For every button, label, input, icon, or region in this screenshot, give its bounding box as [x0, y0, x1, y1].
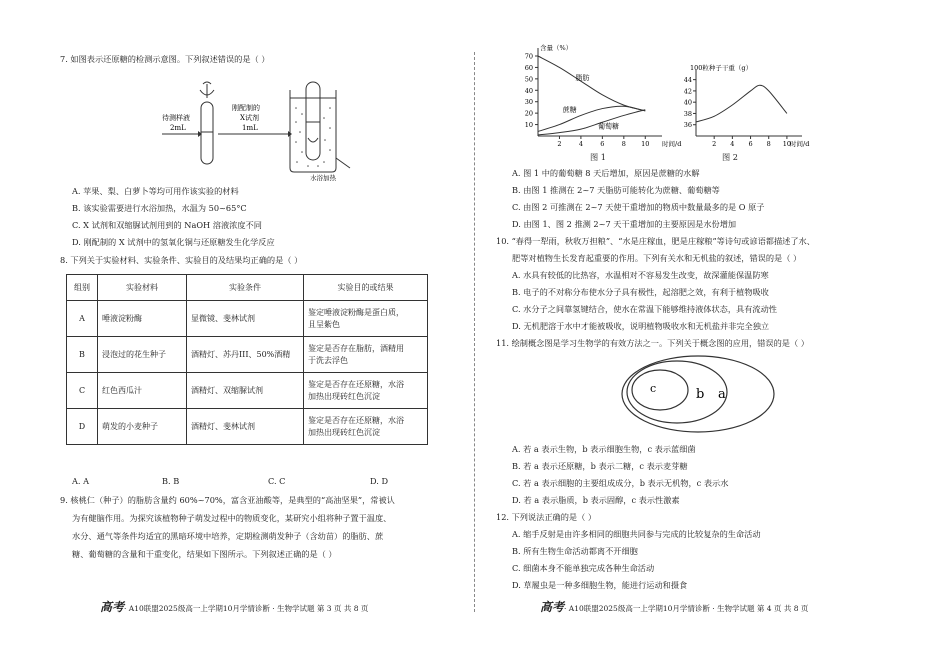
q11-option-c: C. 若 a 表示细胞的主要组成成分，b 表示无机物，c 表示水	[512, 478, 729, 488]
glucose-label: 葡萄糖	[598, 122, 620, 131]
footer-left	[100, 598, 368, 615]
y-tick-label: 44	[683, 76, 692, 85]
table-header: 组别	[67, 275, 98, 301]
q11-option-a: A. 若 a 表示生物，b 表示细胞生物，c 表示蓝细菌	[512, 444, 696, 454]
q9-option-c: C. 由图 2 可推测在 2~7 天使干重增加的物质中数量最多的是 O 原子	[512, 202, 765, 212]
q9-line-1: 9. 核桃仁（种子）的脂肪含量约 60%~70%，富含亚油酸等，是典型的“高油坚果”，常被认	[60, 495, 395, 505]
q7-option-b: B. 该实验需要进行水浴加热，水温为 50~65°C	[72, 203, 247, 213]
x-axis-label: 时间/d	[790, 140, 810, 148]
q8-answer-d: D. D	[370, 476, 389, 486]
page-divider	[474, 52, 475, 612]
fig-reagent-2: X试剂	[240, 114, 259, 122]
table-header: 实验目的或结果	[304, 275, 428, 301]
q8-answer-b: B. B	[162, 476, 180, 486]
footer-right-text: · A10联盟2025级高一上学期10月学情诊断 · 生物学试题 第 4 页 共 8 页	[564, 604, 809, 613]
fig-bath-label: 水浴加热	[310, 174, 336, 182]
brand-logo: 高考	[540, 600, 565, 614]
footer-right	[540, 598, 808, 615]
y-tick-label: 30	[524, 98, 533, 107]
q7-stem: 7. 如图表示还原糖的检测示意图。下列叙述错误的是（ ）	[60, 54, 270, 64]
fig-sample-label: 待测样液	[162, 114, 190, 122]
q10-option-a: A. 水具有较低的比热容，水温相对不容易发生改变，故深灌能保温防寒	[512, 270, 769, 280]
y-tick-label: 10	[524, 121, 533, 130]
dry-weight-line	[696, 85, 787, 122]
table-cell: C	[67, 373, 98, 409]
x-tick-label: 10	[782, 140, 792, 148]
q9-option-a: A. 图 1 中的葡萄糖 8 天后增加，原因是蔗糖的水解	[512, 168, 700, 178]
q10-line-2: 肥等对植物生长发育起重要的作用。下列有关水和无机盐的叙述，错误的是（ ）	[512, 253, 802, 263]
y-tick-label: 20	[524, 109, 533, 118]
fig-reagent-3: 1mL	[242, 124, 258, 132]
q9-option-d: D. 由图 1、图 2 推测 2~7 天干重增加的主要原因是水份增加	[512, 219, 737, 229]
table-cell: 酒精灯、苏丹III、50%酒精	[187, 337, 304, 373]
table-cell: 唾液淀粉酶	[98, 301, 187, 337]
fig-sample-amount: 2mL	[170, 124, 186, 132]
q11-option-b: B. 若 a 表示还原糖，b 表示二糖，c 表示麦芽糖	[512, 461, 688, 471]
q11-option-d: D. 若 a 表示脂质，b 表示固醇，c 表示性激素	[512, 495, 680, 505]
table-row	[67, 301, 428, 337]
x-tick-label: 8	[621, 140, 626, 148]
sucrose-line	[538, 106, 645, 131]
sucrose-label: 蔗糖	[562, 106, 577, 114]
y-tick-label: 40	[524, 86, 533, 95]
q7-option-d: D. 刚配制的 X 试剂中的氢氧化铜与还原糖发生化学反应	[72, 237, 275, 247]
q11-label-b: b	[696, 387, 705, 402]
table-cell: 显微镜、斐林试剂	[187, 301, 304, 337]
brand-logo: 高考	[100, 600, 125, 614]
y-tick-label: 38	[683, 109, 692, 118]
table-cell: B	[67, 337, 98, 373]
q9-line-4: 糖、葡萄糖的含量和干重变化，结果如下图所示。下列叙述正确的是（ ）	[72, 549, 337, 559]
x-tick-label: 8	[766, 140, 771, 148]
q11-label-c: c	[650, 382, 657, 395]
q7-option-a: A. 苹果、梨、白萝卜等均可用作该实验的材料	[72, 186, 239, 196]
y-tick-label: 60	[524, 63, 533, 72]
x-axis-label: 时间/d	[662, 140, 682, 148]
q10-option-c: C. 水分子之间靠氢键结合，使水在常温下能够维持液体状态，具有流动性	[512, 304, 777, 314]
q12-option-c: C. 细菌本身不能单独完成各种生命活动	[512, 563, 655, 573]
table-cell: 鉴定是否存在脂肪，酒精用 于洗去浮色	[304, 337, 428, 373]
figure-2-chart	[680, 62, 810, 154]
fig-reagent-1: 刚配制的	[232, 104, 260, 112]
figure-1-caption: 图 1	[590, 152, 606, 162]
table-cell: D	[67, 409, 98, 445]
y-tick-label: 70	[524, 52, 533, 61]
table-cell: 浸泡过的花生种子	[98, 337, 187, 373]
q7-option-c: C. X 试剂和双缩脲试剂用到的 NaOH 溶液浓度不同	[72, 220, 262, 230]
q10-line-1: 10. “春得一犁雨，秋收万担粮”、“水是庄稼血，肥是庄稼粮”等诗句或谚语都描述了水、	[496, 236, 815, 246]
q12-option-a: A. 缩手反射是由许多相同的细胞共同参与完成的比较复杂的生命活动	[512, 529, 761, 539]
table-cell: 酒精灯、双缩脲试剂	[187, 373, 304, 409]
table-row	[67, 337, 428, 373]
figure-1-chart	[512, 42, 682, 162]
y-tick-label: 42	[683, 87, 692, 96]
x-tick-label: 4	[730, 140, 735, 148]
q7-figure	[160, 78, 380, 182]
table-header: 实验材料	[98, 275, 187, 301]
q9-line-2: 为有健脑作用。为探究该植物种子萌发过程中的物质变化，某研究小组将种子置于温度、	[72, 513, 392, 523]
x-tick-label: 4	[578, 140, 583, 148]
q8-stem: 8. 下列关于实验材料、实验条件、实验目的及结果均正确的是（ ）	[60, 255, 303, 265]
q11-concept-diagram	[620, 352, 780, 436]
y-tick-label: 36	[683, 121, 692, 130]
y-axis-label: 100粒种子干重（g）	[690, 64, 753, 72]
table-row	[67, 409, 428, 445]
q8-answer-c: C. C	[268, 476, 286, 486]
table-cell: 红色西瓜汁	[98, 373, 187, 409]
figure-2-caption: 图 2	[722, 152, 738, 162]
table-cell: 鉴定是否存在还原糖，水浴 加热出现砖红色沉淀	[304, 373, 428, 409]
table-header: 实验条件	[187, 275, 304, 301]
q8-table	[66, 274, 428, 445]
q10-option-b: B. 电子的不对称分布使水分子具有极性，起溶肥之效，有利于植物吸收	[512, 287, 769, 297]
table-row	[67, 373, 428, 409]
q11-label-a: a	[718, 387, 726, 402]
y-tick-label: 50	[524, 75, 533, 84]
footer-left-text: · A10联盟2025级高一上学期10月学情诊断 · 生物学试题 第 3 页 共 8 页	[124, 604, 369, 613]
q9-line-3: 水分、通气等条件均适宜的黑暗环境中培养，定期检测萌发种子（含幼苗）的脂肪、蔗	[72, 531, 384, 541]
fat-label: 脂肪	[575, 74, 590, 82]
y-tick-label: 40	[683, 98, 692, 107]
q9-option-b: B. 由图 1 推测在 2~7 天脂肪可能转化为蔗糖、葡萄糖等	[512, 185, 720, 195]
x-tick-label: 6	[748, 140, 753, 148]
q8-answer-a: A. A	[72, 476, 90, 486]
table-header-row	[67, 275, 428, 301]
table-cell: 鉴定唾液淀粉酶是蛋白质， 且呈紫色	[304, 301, 428, 337]
x-tick-label: 10	[641, 140, 650, 148]
table-cell: 鉴定是否存在还原糖，水浴 加热出现砖红色沉淀	[304, 409, 428, 445]
q10-option-d: D. 无机肥溶于水中才能被吸收，说明植物吸收水和无机盐并非完全独立	[512, 321, 770, 331]
y-axis-label: 含量（%）	[540, 44, 573, 52]
glucose-line	[538, 110, 645, 135]
table-cell: 酒精灯、斐林试剂	[187, 409, 304, 445]
table-cell: A	[67, 301, 98, 337]
fat-line	[538, 56, 645, 111]
x-tick-label: 2	[712, 140, 717, 148]
q11-stem: 11. 绘制概念图是学习生物学的有效方法之一。下列关于概念图的应用，错误的是（ ）	[496, 338, 809, 348]
table-cell: 萌发的小麦种子	[98, 409, 187, 445]
q12-option-b: B. 所有生物生命活动都离不开细胞	[512, 546, 638, 556]
x-tick-label: 2	[557, 140, 562, 148]
q12-stem: 12. 下列说法正确的是（ ）	[496, 512, 597, 522]
q12-option-d: D. 草履虫是一种多细胞生物，能进行运动和摄食	[512, 580, 688, 590]
x-tick-label: 6	[600, 140, 605, 148]
